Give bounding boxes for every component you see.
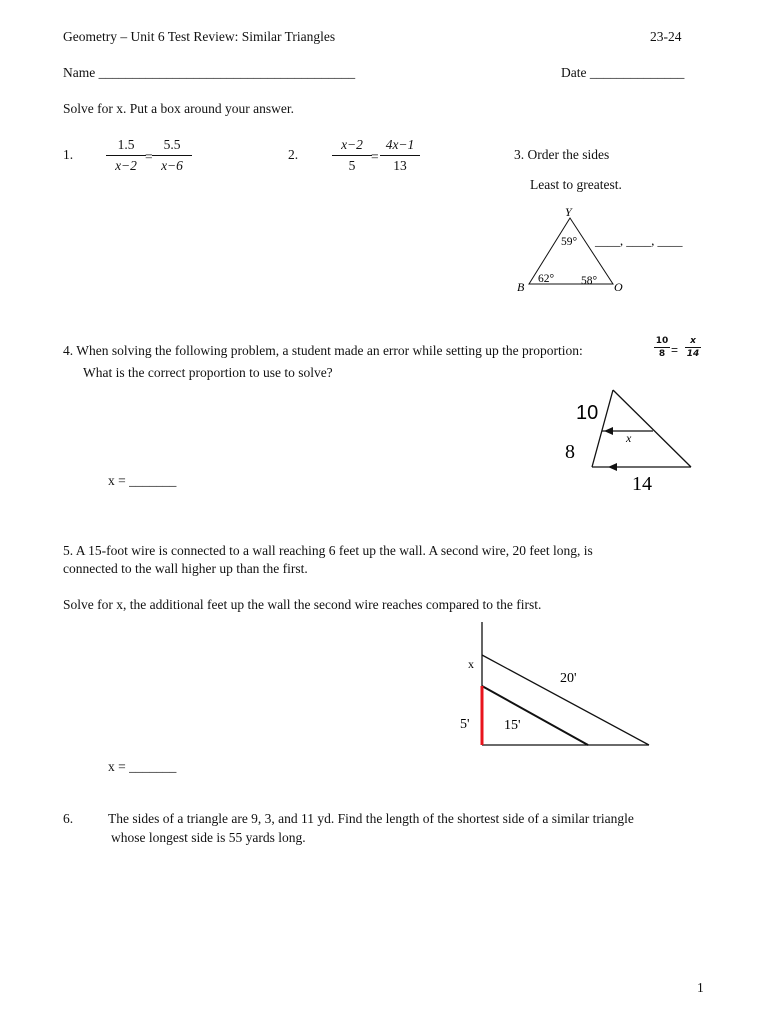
fraction-numerator: x [685,336,701,348]
worksheet-title: Geometry – Unit 6 Test Review: Similar Triangles [63,29,336,44]
problem-1-left-fraction [106,137,146,174]
problem-6-number: 6. [63,811,74,826]
student-proportion-right [685,336,701,359]
side-label-10: 10 [576,402,599,424]
problem-4-question: What is the correct proportion to use to solve? [83,365,333,380]
parallel-arrow-icon [608,463,617,471]
problem-4-prompt: 4. When solving the following problem, a student made an error while setting up the proportion: [63,343,583,358]
date-field[interactable]: Date ______________ [561,65,685,80]
page-number: 1 [697,980,704,995]
equals-sign: = [371,149,379,164]
school-year: 23-24 [650,29,682,44]
problem-6-prompt-line-2: whose longest side is 55 yards long. [111,830,306,845]
side-label-x: x [626,431,632,445]
wall-label-x: x [468,657,474,671]
fraction-denominator: x−2 [115,158,137,173]
triangle-ybo-diagram [505,200,720,300]
fraction-denominator: 8 [658,349,666,359]
fraction-denominator: 13 [393,158,407,173]
angle-y-label: 59° [561,236,578,248]
problem-5-prompt-line-1: 5. A 15-foot wire is connected to a wall reaching 6 feet up the wall. A second wire, 20 feet long, is [63,543,593,558]
fraction-denominator: 5 [348,158,356,173]
instructions: Solve for x. Put a box around your answer. [63,101,294,116]
parallel-lines-triangle-diagram [555,385,705,497]
vertex-o-label: O [614,280,623,294]
fraction-numerator: 5.5 [152,137,192,156]
fraction-numerator: 1.5 [106,137,146,156]
equals-sign: = [671,343,679,357]
name-field[interactable]: Name ______________________________________ [63,65,356,80]
problem-5-prompt-line-2: connected to the wall higher up than the first. [63,561,308,576]
wall-label-5: 5' [460,717,470,732]
wire-label-15: 15' [504,718,521,733]
student-proportion-left [654,336,670,359]
problem-1-right-fraction [152,137,192,174]
wire-15-foot [482,686,588,745]
problem-5-question: Solve for x, the additional feet up the wall the second wire reaches compared to the first. [63,597,542,612]
problem-4-answer-line[interactable]: x = _______ [108,473,177,488]
problem-6-prompt-line-1: The sides of a triangle are 9, 3, and 11 yd. Find the length of the shortest side of a similar triangle [108,811,634,826]
wire-label-20: 20' [560,671,577,686]
fraction-numerator: 10 [655,336,669,346]
problem-3-prompt: 3. Order the sides [514,147,610,162]
problem-3-subprompt: Least to greatest. [530,177,622,192]
angle-o-label: 58° [581,275,598,287]
parallel-arrow-icon [604,427,613,435]
problem-2-right-fraction [380,137,420,174]
problem-1-number: 1. [63,147,74,162]
fraction-numerator: 4x−1 [380,137,420,156]
vertex-b-label: B [517,280,525,294]
problem-2-left-fraction [332,137,372,174]
problem-2-number: 2. [288,147,299,162]
answer-blanks[interactable]: ____, ____, ____ [595,234,683,248]
fraction-denominator: 14 [686,349,700,359]
fraction-denominator: x−6 [161,158,183,173]
wall-wires-diagram [445,618,665,750]
side-label-8: 8 [565,441,575,463]
angle-b-label: 62° [538,273,555,285]
fraction-numerator: x−2 [332,137,372,156]
equals-sign: = [145,149,153,164]
triangle-right-side [613,390,691,467]
side-label-14: 14 [632,473,652,495]
problem-5-answer-line[interactable]: x = _______ [108,759,177,774]
vertex-y-label: Y [565,205,572,219]
